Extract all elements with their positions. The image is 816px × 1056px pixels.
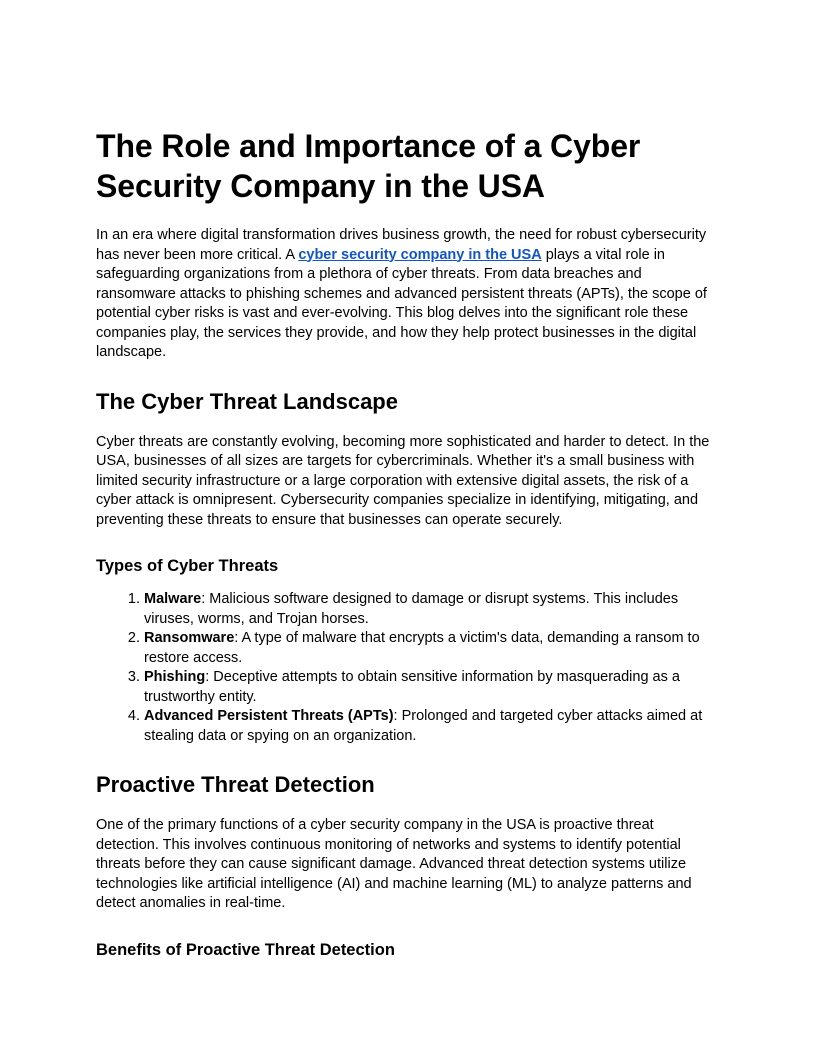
threat-description: : Prolonged and targeted cyber attacks aimed at stealing data or spying on an organization. — [144, 708, 703, 744]
section-heading-cyber-threat-landscape: The Cyber Threat Landscape — [96, 388, 398, 414]
document-title: The Role and Importance of a Cyber Security Company in the USA — [96, 128, 641, 204]
threat-term: Phishing — [144, 669, 206, 685]
list-item — [144, 629, 720, 668]
threat-term: Ransomware — [144, 630, 235, 646]
intro-paragraph — [96, 226, 720, 363]
cyber-threat-landscape-paragraph: Cyber threats are constantly evolving, becoming more sophisticated and harder to detect. In the USA, businesses of all sizes are targets for cybercriminals. Whether it's a small business with limited security infrastructure or a large corporation with extensive digital assets, the risk of a cyber attack is omnipresent. Cybersecurity companies specialize in identifying, mitigating, and preventing these threats to ensure that businesses can operate securely. — [96, 433, 710, 528]
threat-description: : A type of malware that encrypts a victim's data, demanding a ransom to restore access. — [144, 630, 700, 666]
threat-term: Advanced Persistent Threats (APTs) — [144, 708, 394, 724]
threat-term: Malware — [144, 591, 202, 607]
intro-text-before-link: In an era where digital transformation drives business growth, the need for robust cybersecurity has never been more critical. A — [96, 227, 707, 263]
cyber-threat-list — [96, 590, 720, 746]
threat-description: : Malicious software designed to damage or disrupt systems. This includes viruses, worms, and Trojan horses. — [144, 591, 679, 627]
section-heading-proactive-threat-detection: Proactive Threat Detection — [96, 772, 375, 797]
threat-description: : Deceptive attempts to obtain sensitive information by masquerading as a trustworthy entity. — [144, 669, 680, 705]
list-item — [144, 590, 720, 629]
cyber-security-company-link[interactable]: cyber security company in the USA — [298, 246, 542, 263]
intro-text-after-link: plays a vital role in safeguarding organizations from a plethora of cyber threats. From data breaches and ransomware attacks to phishing schemes and advanced persistent threats (APTs), the scope of potential cyber risks is vast and ever-evolving. This blog delves into the significant role these companies play, the services they provide, and how they help protect businesses in the digital landscape. — [96, 246, 707, 360]
list-item — [144, 668, 720, 707]
subheading-types-of-cyber-threats: Types of Cyber Threats — [96, 557, 279, 575]
subheading-benefits-of-proactive-threat-detection: Benefits of Proactive Threat Detection — [96, 940, 395, 959]
list-item — [144, 707, 720, 746]
proactive-threat-detection-paragraph: One of the primary functions of a cyber security company in the USA is proactive threat detection. This involves continuous monitoring of networks and systems to identify potential threats before they can cause significant damage. Advanced threat detection systems utilize technologies like artificial intelligence (AI) and machine learning (ML) to analyze patterns and detect anomalies in real-time. — [96, 817, 692, 911]
